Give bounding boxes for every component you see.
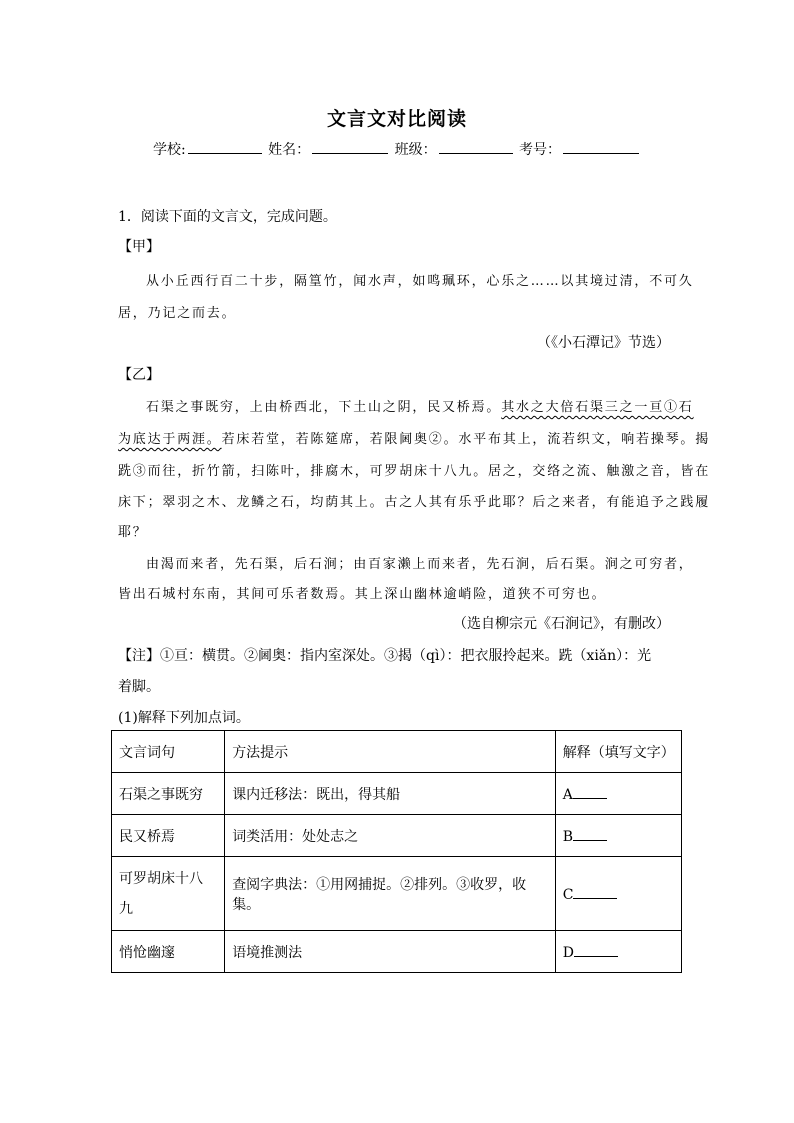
class-label: 班级： xyxy=(394,142,437,158)
answer-letter: C xyxy=(562,886,574,903)
yi-text-line: 跣③而往，折竹箭，扫陈叶，排腐木，可罗胡床十八九。居之，交络之流、触激之音，皆在 xyxy=(118,464,711,479)
answer-letter: A xyxy=(562,786,573,803)
answer-blank[interactable] xyxy=(574,943,618,957)
answer-table xyxy=(111,730,682,973)
sub-question-1: (1)解释下列加点词。 xyxy=(118,710,250,726)
table-header-cell: 方法提示 xyxy=(225,731,556,773)
answer-cell[interactable] xyxy=(555,815,681,857)
annotation-note: 着脚。 xyxy=(118,679,160,695)
table-row xyxy=(112,931,682,973)
question-intro: 1．阅读下面的文言文，完成问题。 xyxy=(118,209,337,225)
phrase-cell: 石渠之事既穷 xyxy=(112,773,225,815)
yi-text-line xyxy=(146,396,694,415)
yi-text-line: 由渴而来者，先石渠，后石涧；由百家濑上而来者，先石涧，后石渠。涧之可穷者， xyxy=(146,557,694,572)
name-blank xyxy=(312,138,388,154)
yi-text-line: 耶？ xyxy=(118,525,148,540)
jia-text-line: 从小丘西行百二十步，隔篁竹，闻水声，如鸣珮环，心乐之……以其境过清，不可久 xyxy=(146,274,694,289)
annotation-note: 【注】①亘：横贯。②阃奥：指内室深处。③揭（qì）：把衣服拎起来。跣（xiǎn）：光 xyxy=(118,648,652,664)
yi-source: （选自柳宗元《石涧记》，有删改） xyxy=(453,616,670,632)
answer-cell[interactable] xyxy=(555,773,681,815)
table-row xyxy=(112,857,682,931)
table-header-cell: 文言词句 xyxy=(112,731,225,773)
jia-heading: 【甲】 xyxy=(118,239,160,255)
school-blank xyxy=(188,138,262,154)
table-row xyxy=(112,773,682,815)
answer-blank[interactable] xyxy=(573,785,607,799)
method-cell: 语境推测法 xyxy=(225,931,556,973)
name-label: 姓名： xyxy=(268,142,311,158)
exam-no-label: 考号： xyxy=(519,142,562,158)
yi-text-line xyxy=(118,428,710,447)
yi-text-line: 皆出石城村东南，其间可乐者数焉。其上深山幽林逾峭险，道狭不可穷也。 xyxy=(118,587,607,602)
yi-text-line: 床下；翠羽之木、龙鳞之石，均荫其上。古之人其有乐乎此耶？后之来者，有能追予之践履 xyxy=(118,495,711,510)
answer-cell[interactable] xyxy=(555,931,681,973)
table-header-cell: 解释（填写文字） xyxy=(555,731,681,773)
yi-text-underlined: 为底达于两涯。 xyxy=(118,432,222,447)
answer-blank[interactable] xyxy=(573,885,617,899)
phrase-text: 可罗胡床十八九 xyxy=(119,870,203,917)
yi-text-plain: 若床若堂，若陈筵席，若限阃奥②。水平布其上，流若织文，响若操琴。揭 xyxy=(221,432,711,447)
answer-cell[interactable] xyxy=(555,857,681,931)
method-cell: 查阅字典法：①用网捕捉。②排列。③收罗，收集。 xyxy=(225,857,556,931)
exam-no-blank xyxy=(563,138,639,154)
student-info-row xyxy=(0,138,794,159)
method-cell: 课内迁移法：既出，得其船 xyxy=(225,773,556,815)
yi-text-plain: 石渠之事既穷，上由桥西北，下土山之阴，民又桥焉。 xyxy=(146,400,502,415)
school-label: 学校: xyxy=(152,142,186,158)
jia-source: （《小石潭记》节选） xyxy=(537,335,670,351)
yi-heading: 【乙】 xyxy=(118,367,160,383)
class-blank xyxy=(439,138,513,154)
answer-letter: D xyxy=(562,944,574,961)
table-header-row xyxy=(112,731,682,773)
method-cell: 词类活用：处处志之 xyxy=(225,815,556,857)
answer-blank[interactable] xyxy=(573,827,607,841)
answer-letter: B xyxy=(562,828,574,845)
phrase-cell: 悄怆幽邃 xyxy=(112,931,225,973)
table-row xyxy=(112,815,682,857)
page-title: 文言文对比阅读 xyxy=(326,108,467,130)
phrase-cell: 民又桥焉 xyxy=(112,815,225,857)
phrase-cell xyxy=(112,857,225,931)
yi-text-underlined: 其水之大倍石渠三之一亘①石 xyxy=(501,400,694,415)
jia-text-line: 居，乃记之而去。 xyxy=(118,306,237,321)
